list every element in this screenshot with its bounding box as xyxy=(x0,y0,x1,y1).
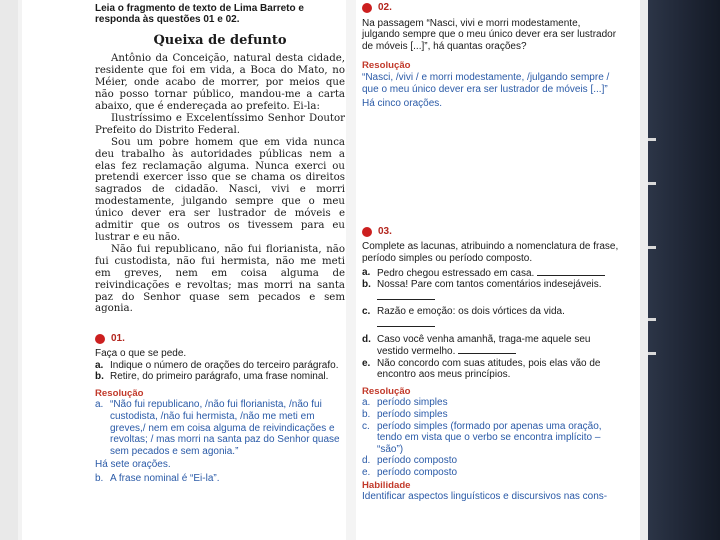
item-label: e. xyxy=(362,357,371,369)
item-text: Nossa! Pare com tantos comentários indesejáveis. xyxy=(377,279,602,291)
question-item xyxy=(362,279,620,303)
resolution-answer-count: Há cinco orações. xyxy=(362,98,443,110)
answer-label: c. xyxy=(362,420,370,432)
answer-label: a. xyxy=(362,397,371,409)
excerpt-paragraph-2: Ilustríssimo e Excelentíssimo Senhor Doutor Prefeito do Distrito Federal. xyxy=(95,112,345,136)
edge-mark xyxy=(648,138,656,141)
item-label: a. xyxy=(95,359,104,371)
excerpt-paragraph-4: Não fui republicano, não fui florianista, não fui custodista, não fui hermista, não me meti em greves, nem em coisa alguma de reivindicações e revoltas; mas morri na santa paz do Senhor quase sem pecados e sem agonia. xyxy=(95,243,345,315)
text-title: Queixa de defunto xyxy=(153,32,287,48)
excerpt-paragraph-3: Sou um pobre homem que em vida nunca deu trabalho às autoridades públicas nem a elas fez reclamação alguma. Nunca exerci ou pretendi exercer isso que se chama os direitos sagrados de cidadão. Nasci, vivi e morri modestamente, julgando sempre que o meu único dever era ser lustrador de móveis e admitir que os outros os tivessem para eu lustrar e eu não. xyxy=(95,136,345,243)
question-item xyxy=(95,371,345,383)
answer-item xyxy=(362,397,620,409)
skill-heading: Habilidade xyxy=(362,479,411,491)
answer-blank[interactable] xyxy=(458,345,516,354)
question-number: 02. xyxy=(378,2,392,13)
item-text: Não concordo com suas atitudes, pois elas vão de encontro aos meus princípios. xyxy=(377,357,601,381)
edge-mark xyxy=(648,352,656,355)
right-column xyxy=(362,2,620,503)
page-edge-marks xyxy=(648,0,660,540)
answer-text: A frase nominal é “Ei-la”. xyxy=(110,472,220,484)
question-02-header xyxy=(362,2,620,14)
question-number: 03. xyxy=(378,225,392,237)
edge-mark xyxy=(648,318,656,321)
answer-text: período simples xyxy=(377,397,448,409)
question-item xyxy=(362,306,620,330)
item-text: Retire, do primeiro parágrafo, uma frase nominal. xyxy=(110,371,329,383)
question-number: 01. xyxy=(111,333,125,345)
question-item xyxy=(95,360,345,372)
answer-text: período simples xyxy=(377,409,448,421)
answer-label: a. xyxy=(95,399,104,411)
answer-text: Há sete orações. xyxy=(95,459,171,471)
question-prompt: Na passagem “Nasci, vivi e morri modestamente, julgando sempre que o meu único dever era ser lustrador de móveis [...]”, há quantas orações? xyxy=(362,17,617,52)
answer-text: período simples (formado por apenas uma oração, tendo em vista que o verbo se encontra implícito – “são”) xyxy=(377,420,602,455)
answer-item xyxy=(362,409,620,421)
question-prompt: Complete as lacunas, atribuindo a nomenclatura de frase, período simples ou período composto. xyxy=(362,241,619,264)
answer-text: período composto xyxy=(377,455,458,467)
resolution-heading: Resolução xyxy=(362,385,411,397)
answer-item xyxy=(362,467,620,479)
item-text: Indique o número de orações do terceiro parágrafo. xyxy=(110,359,339,371)
answer-item xyxy=(362,455,620,467)
answer-label: b. xyxy=(362,409,371,421)
item-text: Caso você venha amanhã, traga-me aquele seu vestido vermelho. xyxy=(377,333,591,358)
excerpt-text xyxy=(95,53,345,315)
item-text: Pedro chegou estressado em casa. xyxy=(377,267,535,279)
left-margin-edge xyxy=(18,0,22,540)
column-gutter xyxy=(346,0,356,540)
answer-blank[interactable] xyxy=(377,318,435,327)
resolution-answers xyxy=(362,397,620,478)
edge-mark xyxy=(648,246,656,249)
reading-instruction: Leia o fragmento de texto de Lima Barreto e responda às questões 01 e 02. xyxy=(95,3,304,26)
answer-label: e. xyxy=(362,467,371,479)
item-label: b. xyxy=(95,371,104,383)
resolution-answer: “Nasci, /vivi / e morri modestamente, /julgando sempre / que o meu único dever era ser lustrador de móveis [...]” xyxy=(362,71,610,95)
item-label: d. xyxy=(362,333,371,345)
question-item xyxy=(362,358,620,381)
question-03 xyxy=(362,226,620,503)
answer-label: d. xyxy=(362,455,371,467)
page-edge xyxy=(640,0,648,540)
question-prompt: Faça o que se pede. xyxy=(95,347,187,359)
item-label: a. xyxy=(362,266,371,278)
question-01 xyxy=(95,333,345,484)
red-bullet-icon xyxy=(362,3,372,13)
resolution-heading: Resolução xyxy=(95,387,144,399)
question-item xyxy=(362,334,620,358)
answer-item xyxy=(95,473,345,485)
excerpt-paragraph-1: Antônio da Conceição, natural desta cidade, residente que foi em vida, a Boca do Mato, no Méier, onde acabo de morrer, por meios que não posso tornar público, mandou-me a carta abaixo, que é endereçada ao prefeito. Ei-la: xyxy=(95,53,345,113)
red-bullet-icon xyxy=(95,334,105,344)
left-column xyxy=(95,3,345,484)
answer-item xyxy=(362,421,620,456)
answer-blank[interactable] xyxy=(377,291,435,300)
question-03-header xyxy=(362,226,620,238)
left-margin-strip xyxy=(0,0,18,540)
question-01-header xyxy=(95,333,345,345)
answer-label: b. xyxy=(95,472,104,484)
question-item xyxy=(362,267,620,280)
item-text: Razão e emoção: os dois vórtices da vida. xyxy=(377,306,565,318)
answer-item xyxy=(95,399,345,457)
resolution-answers xyxy=(95,399,345,484)
item-label: b. xyxy=(362,279,371,291)
resolution-heading: Resolução xyxy=(362,60,411,72)
red-bullet-icon xyxy=(362,227,372,237)
answer-blank[interactable] xyxy=(537,267,605,276)
question-02 xyxy=(362,2,620,110)
answer-text: “Não fui republicano, /não fui florianista, /não fui custodista, /não fui hermista, /não me meti em greves,/ nem em coisa alguma de reivindicações e revoltas; / mas morri na santa paz do Senhor quase sem pecados e sem agonia.” xyxy=(110,399,340,457)
answer-text: período composto xyxy=(377,467,458,479)
item-label: c. xyxy=(362,306,371,318)
skill-text: Identificar aspectos linguísticos e discursivos nas cons- xyxy=(362,491,608,503)
edge-mark xyxy=(648,182,656,185)
